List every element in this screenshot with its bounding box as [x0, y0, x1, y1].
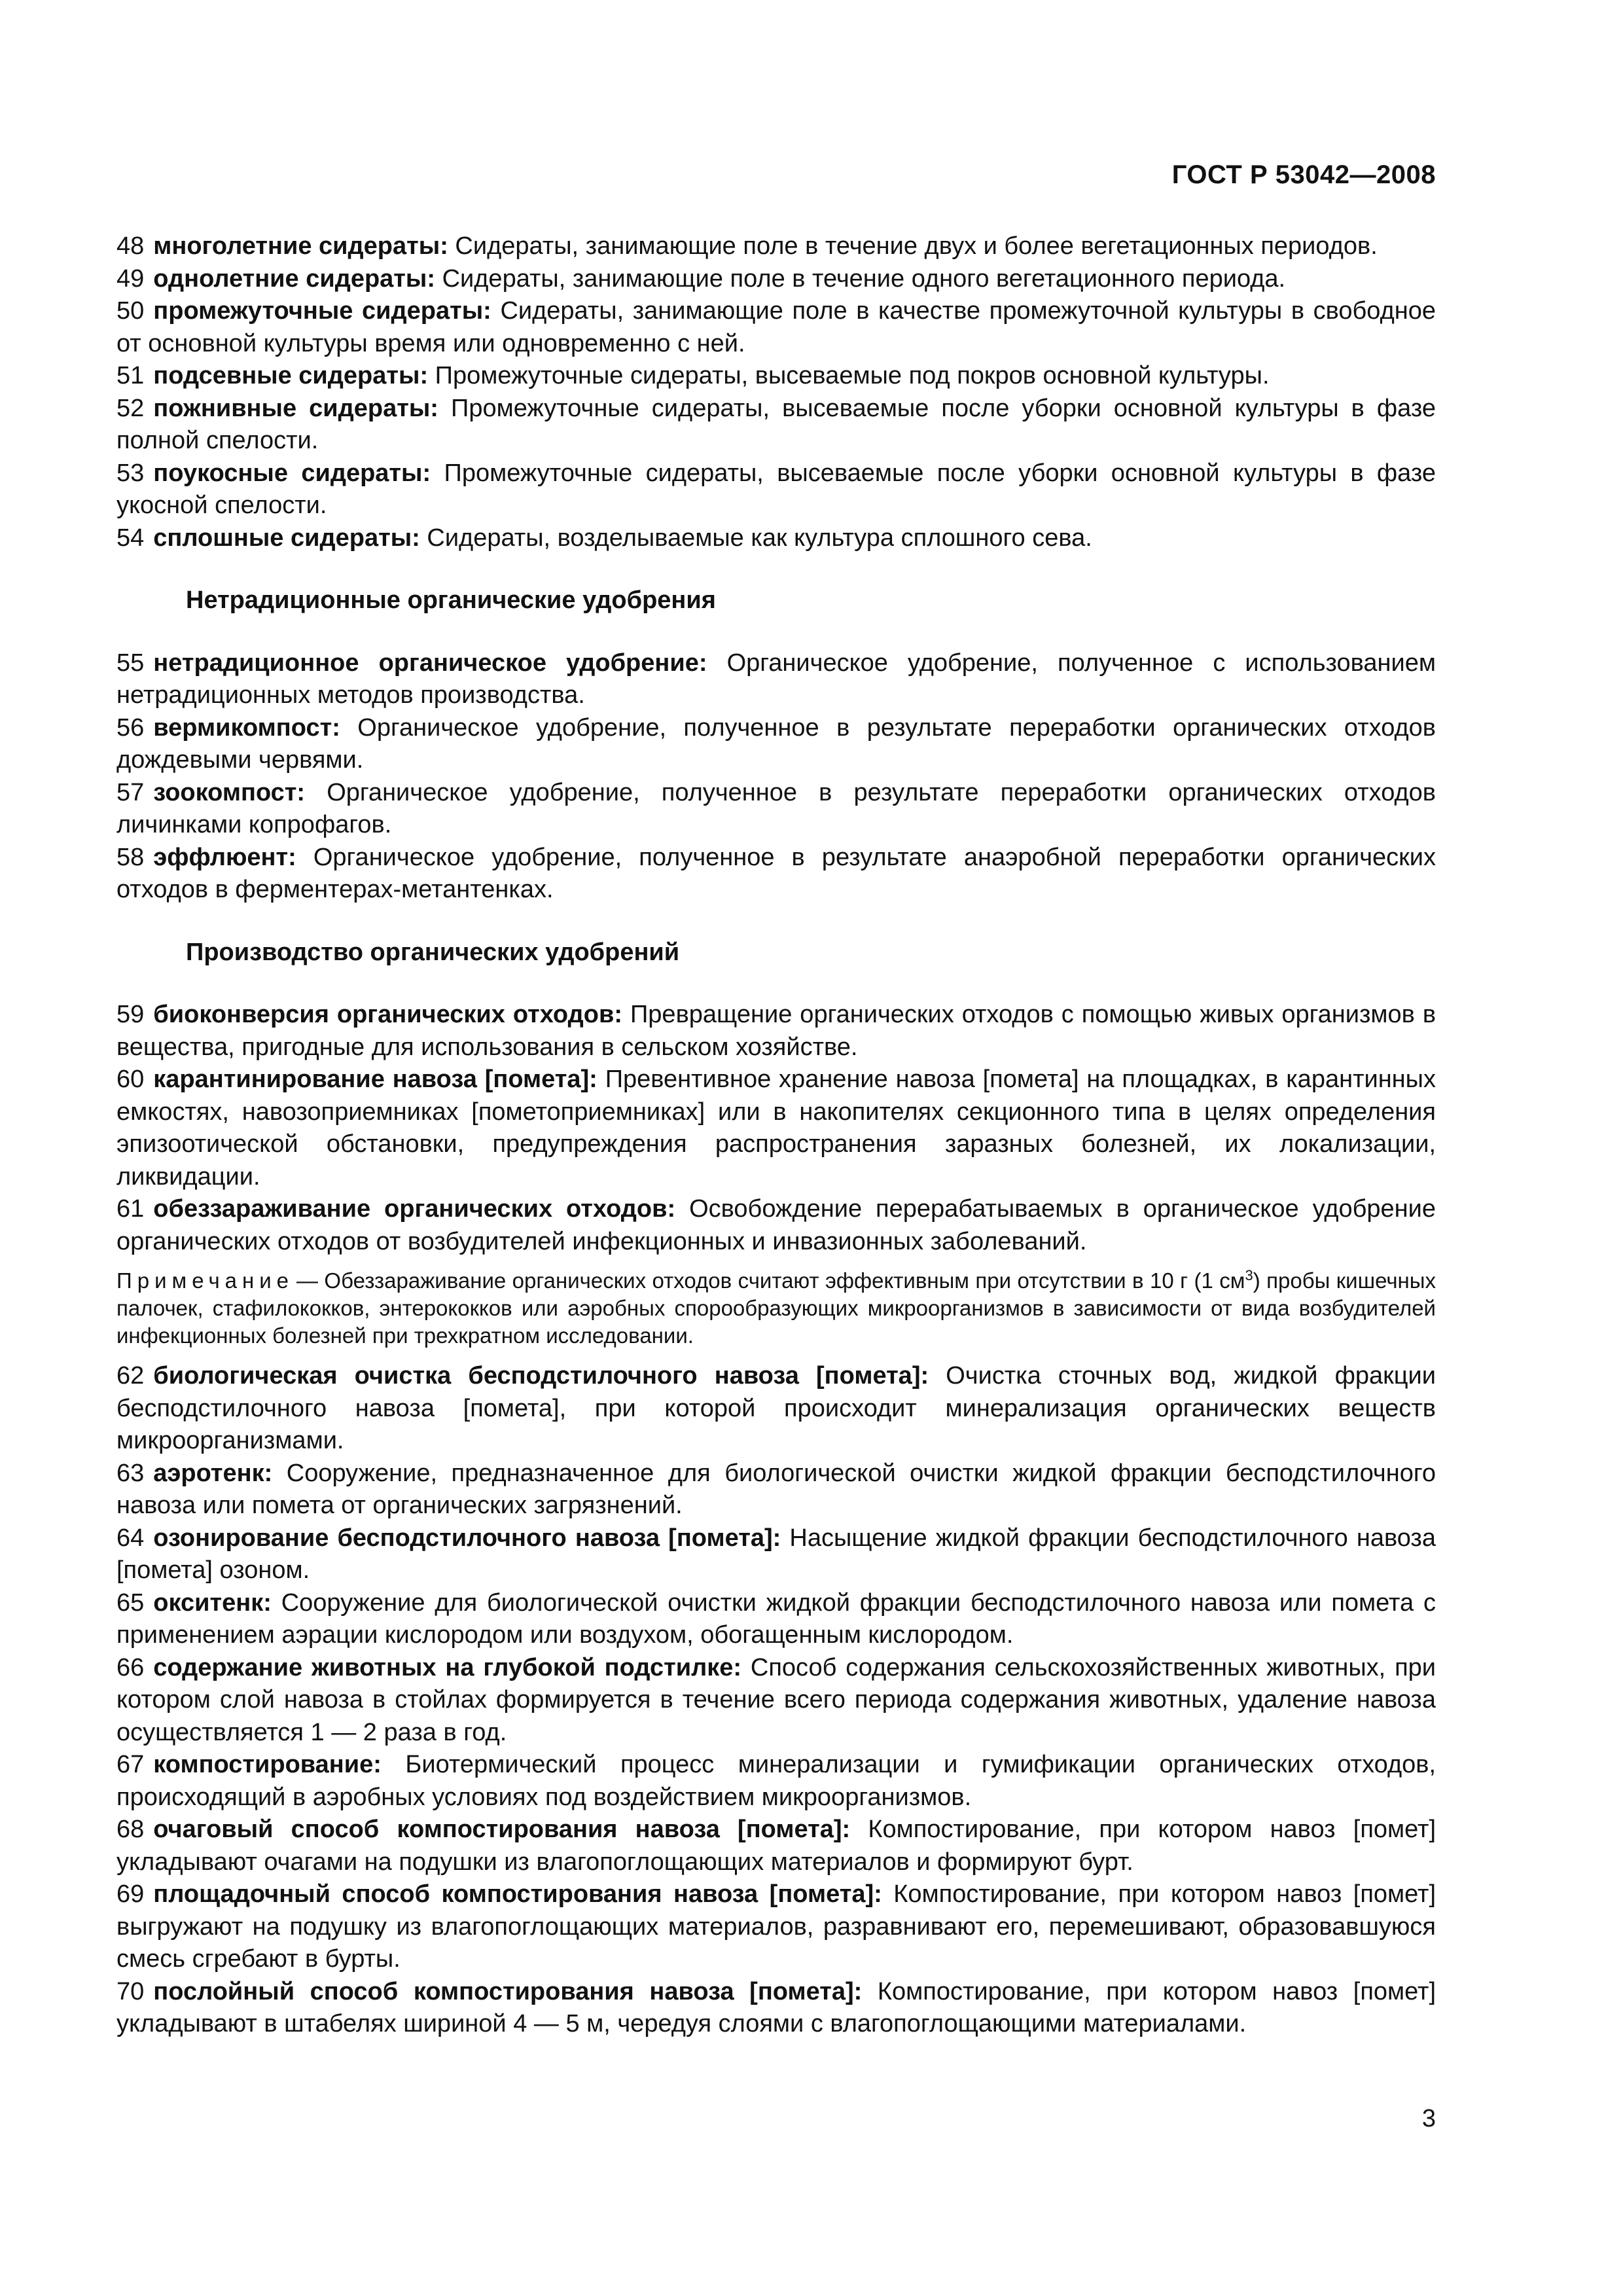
definition-text: Сидераты, занимающие поле в течение одного вегетационного периода.	[442, 264, 1286, 293]
definition-entry	[116, 647, 1436, 712]
definition-entry	[116, 457, 1436, 522]
definition-number: 63	[116, 1459, 145, 1487]
definition-entry	[116, 777, 1436, 842]
definition-entry	[116, 230, 1436, 263]
definition-text: Очистка сточных вод, жидкой фракции бесподстилочного навоза [помета], при которой происходит минерализация органических веществ микроорганизмами.	[116, 1362, 1436, 1454]
definition-text: Органическое удобрение, полученное в результате переработки органических отходов дождевыми червями.	[116, 713, 1436, 774]
definition-text: Насыщение жидкой фракции бесподстилочного навоза [помета] озоном.	[116, 1524, 1436, 1584]
definition-term: пожнивные сидераты:	[153, 394, 438, 422]
definition-number: 52	[116, 394, 145, 422]
section-heading-production: Производство органических удобрений	[186, 938, 680, 966]
definition-term: биологическая очистка бесподстилочного навоза [помета]:	[153, 1362, 929, 1390]
definition-number: 58	[116, 843, 145, 871]
definition-number: 69	[116, 1880, 145, 1908]
definition-entry	[116, 1458, 1436, 1522]
definition-term: очаговый способ компостирования навоза [помета]:	[153, 1816, 851, 1843]
definition-entry	[116, 1878, 1436, 1976]
definition-text: Промежуточные сидераты, высеваемые после уборки основной культуры в фазе полной спелости.	[116, 394, 1436, 454]
definition-term: эффлюент:	[153, 843, 296, 871]
definition-term: площадочный способ компостирования навоза [помета]:	[153, 1880, 882, 1908]
definition-term: подсевные сидераты:	[153, 362, 429, 389]
definition-number: 57	[116, 778, 145, 806]
definition-number: 56	[116, 713, 145, 742]
page-number: 3	[1421, 2105, 1436, 2132]
definition-term: окситенк:	[153, 1588, 272, 1617]
definitions-group-production	[116, 999, 1436, 1258]
definition-entry	[116, 393, 1436, 457]
definition-number: 64	[116, 1524, 145, 1552]
definitions-group-processing	[116, 1360, 1436, 2041]
note-text-after: ) пробы кишечных палочек, стафилококков, энтерококков или аэробных спорообразующих микроорганизмов в зависимости от вида возбудителей инфекционных болезней при трехкратном исследовании.	[116, 1268, 1436, 1348]
definition-term: вермикомпост:	[153, 713, 340, 742]
definition-entry	[116, 1360, 1436, 1458]
definition-text: Промежуточные сидераты, высеваемые после уборки основной культуры в фазе укосной спелости.	[116, 459, 1436, 519]
definition-entry	[116, 522, 1436, 555]
definition-text: Сидераты, возделываемые как культура сплошного сева.	[427, 524, 1092, 552]
definition-number: 61	[116, 1195, 145, 1223]
definition-number: 51	[116, 362, 145, 389]
definition-number: 67	[116, 1751, 145, 1778]
definition-entry	[116, 1749, 1436, 1814]
definition-entry	[116, 842, 1436, 906]
definition-term: нетрадиционное органическое удобрение:	[153, 649, 707, 677]
definition-term: однолетние сидераты:	[153, 264, 436, 293]
definition-entry	[116, 360, 1436, 393]
definition-entry	[116, 1193, 1436, 1258]
definition-term: биоконверсия органических отходов:	[153, 1001, 622, 1028]
definition-number: 68	[116, 1816, 145, 1843]
definition-number: 65	[116, 1588, 145, 1617]
definition-term: многолетние сидераты:	[153, 232, 448, 260]
definition-number: 55	[116, 649, 145, 677]
note-label: Примечание	[116, 1268, 294, 1293]
definition-entry	[116, 1522, 1436, 1587]
definition-number: 53	[116, 459, 145, 487]
section-heading-nontraditional: Нетрадиционные органические удобрения	[186, 586, 716, 614]
definition-text: Органическое удобрение, полученное с использованием нетрадиционных методов производства.	[116, 649, 1436, 709]
note-paragraph	[116, 1267, 1436, 1350]
note-superscript: 3	[1245, 1267, 1253, 1283]
definition-entry	[116, 1587, 1436, 1652]
definition-term: карантинирование навоза [помета]:	[153, 1066, 597, 1093]
definitions-group-green-manure	[116, 230, 1436, 554]
definition-term: послойный способ компостирования навоза [помета]:	[153, 1977, 863, 2005]
definition-entry	[116, 999, 1436, 1064]
definition-text: Органическое удобрение, полученное в результате анаэробной переработки органических отходов в ферментерах-метантенках.	[116, 843, 1436, 903]
definition-text: Сооружение для биологической очистки жидкой фракции бесподстилочного навоза или помета с применением аэрации кислородом или воздухом, обогащенным кислородом.	[116, 1588, 1436, 1649]
document-body	[116, 230, 1436, 2041]
definition-number: 70	[116, 1977, 145, 2005]
definition-text: Компостирование, при котором навоз [помет] выгружают на подушку из влагопоглощающих материалов, разравнивают его, перемешивают, образовавшуюся смесь сгребают в бурты.	[116, 1880, 1436, 1973]
definition-text: Освобождение перерабатываемых в органическое удобрение органических отходов от возбудителей инфекционных и инвазионных заболеваний.	[116, 1195, 1436, 1255]
definition-text: Сидераты, занимающие поле в течение двух и более вегетационных периодов.	[455, 232, 1378, 260]
definition-entry	[116, 1976, 1436, 2041]
definition-text: Компостирование, при котором навоз [помет] укладывают очагами на подушки из влагопоглощающих материалов и формируют бурт.	[116, 1816, 1436, 1876]
definition-term: зоокомпост:	[153, 778, 306, 806]
definition-entry	[116, 712, 1436, 777]
definition-entry	[116, 295, 1436, 360]
note-text-before: — Обеззараживание органических отходов считают эффективным при отсутствии в 10 г (1 см	[296, 1268, 1245, 1293]
definition-term: аэротенк:	[153, 1459, 273, 1487]
definition-term: сплошные сидераты:	[153, 524, 420, 552]
definition-number: 48	[116, 232, 145, 260]
definition-number: 66	[116, 1653, 145, 1681]
definition-text: Способ содержания сельскохозяйственных животных, при котором слой навоза в стойлах формируется в течение всего периода содержания животных, удаление навоза осуществляется 1 — 2 раза в год.	[116, 1653, 1436, 1746]
definition-text: Органическое удобрение, полученное в результате переработки органических отходов личинками копрофагов.	[116, 778, 1436, 838]
definition-entry	[116, 1814, 1436, 1878]
definition-term: обеззараживание органических отходов:	[153, 1195, 676, 1223]
definition-text: Сидераты, занимающие поле в качестве промежуточной культуры в свободное от основной культуры время или одновременно с ней.	[116, 297, 1436, 357]
definition-term: компостирование:	[153, 1751, 382, 1778]
definition-text: Превращение органических отходов с помощью живых организмов в вещества, пригодные для использования в сельском хозяйстве.	[116, 1001, 1436, 1061]
definition-number: 62	[116, 1362, 145, 1390]
definition-text: Биотермический процесс минерализации и гумификации органических отходов, происходящий в аэробных условиях под воздействием микроорганизмов.	[116, 1751, 1436, 1811]
definition-entry	[116, 263, 1436, 296]
definition-text: Промежуточные сидераты, высеваемые под покров основной культуры.	[435, 362, 1270, 389]
definition-text: Сооружение, предназначенное для биологической очистки жидкой фракции бесподстилочного навоза или помета от органических загрязнений.	[116, 1459, 1436, 1519]
definitions-group-nontraditional	[116, 647, 1436, 906]
definition-number: 49	[116, 264, 145, 293]
definition-term: содержание животных на глубокой подстилке:	[153, 1653, 742, 1681]
definition-term: промежуточные сидераты:	[153, 297, 491, 325]
definition-number: 60	[116, 1066, 145, 1093]
definition-term: озонирование бесподстилочного навоза [помета]:	[153, 1524, 781, 1552]
standard-designation: ГОСТ Р 53042—2008	[1171, 160, 1436, 189]
definition-entry	[116, 1652, 1436, 1749]
definition-number: 59	[116, 1001, 145, 1028]
definition-text: Компостирование, при котором навоз [помет] укладывают в штабелях шириной 4 — 5 м, чередуя слоями с влагопоглощающими материалами.	[116, 1977, 1436, 2037]
definition-number: 50	[116, 297, 145, 325]
definition-number: 54	[116, 524, 145, 552]
definition-entry	[116, 1064, 1436, 1193]
definition-text: Превентивное хранение навоза [помета] на площадках, в карантинных емкостях, навозоприемниках [пометоприемниках] или в накопителях секционного типа в целях определения эпизоотической обстановки, предупреждения распространения заразных болезней, их локализации, ликвидации.	[116, 1066, 1436, 1191]
definition-term: поукосные сидераты:	[153, 459, 431, 487]
